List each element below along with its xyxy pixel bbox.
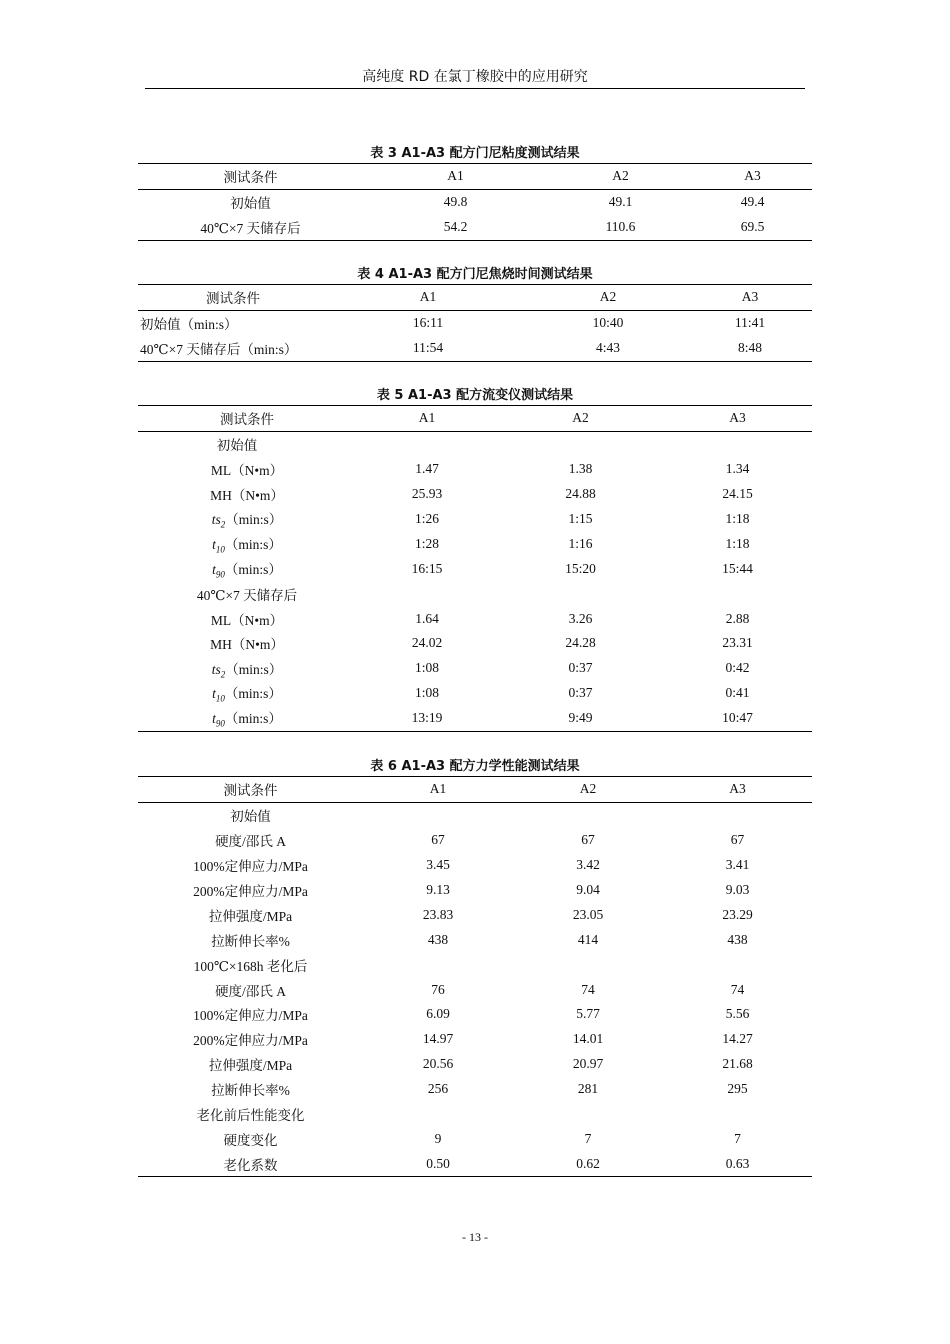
table-cell: 16:15	[411, 560, 443, 576]
table-cell: 0.63	[663, 1151, 812, 1176]
table-cell: 1:15	[568, 511, 593, 526]
table-cell: 1.47	[415, 461, 439, 477]
table-cell: 23.31	[722, 635, 753, 651]
table-cell: 14.01	[572, 1031, 604, 1047]
table-cell: 0:42	[725, 660, 750, 676]
group-label: 40℃×7 天储存后	[196, 587, 298, 603]
table-cell: 438	[427, 931, 449, 947]
param-name: t	[212, 686, 216, 702]
unit-text: （N•m）	[231, 612, 284, 628]
table-cell	[363, 952, 513, 977]
column-header: A2	[513, 777, 663, 803]
table-row	[138, 853, 812, 878]
row-label: 硬度/邵氏 A	[215, 983, 286, 999]
table-cell: 67	[730, 832, 745, 848]
row-label: 初始值	[230, 809, 271, 825]
param-label	[138, 507, 356, 532]
table-row	[138, 336, 812, 361]
table-cell: 3.26	[568, 610, 593, 626]
row-label: 拉断伸长率%	[211, 1083, 290, 1099]
param-name: ML	[210, 612, 232, 628]
table-cell: 11:54	[328, 336, 528, 361]
table-row	[138, 1077, 812, 1102]
table-cell	[513, 802, 663, 827]
unit-text: （min:s）	[224, 686, 282, 702]
table-cell: 7	[734, 1130, 741, 1146]
table-cell: 24.02	[411, 635, 443, 651]
table-row	[138, 631, 812, 656]
table-cell: 110.6	[548, 215, 693, 240]
row-label: 拉伸强度/MPa	[208, 1058, 293, 1074]
unit-text: （min:s）	[225, 512, 283, 528]
row-label: 老化前后性能变化	[196, 1108, 305, 1124]
row-label: 硬度变化	[223, 1132, 278, 1148]
table-cell: 69.5	[693, 215, 812, 240]
table-cell: 5.56	[725, 1006, 750, 1022]
table-cell: 414	[577, 931, 599, 947]
table-cell: 24.28	[565, 635, 596, 651]
table5-caption: 表 5 A1-A3 配方流变仪测试结果	[376, 388, 574, 403]
table-cell: 1:26	[414, 511, 439, 526]
table-cell: 1:18	[725, 535, 750, 551]
param-label	[138, 531, 356, 556]
table-row	[138, 531, 812, 556]
param-label	[138, 656, 356, 681]
table4	[138, 284, 812, 362]
table-cell: 49.4	[740, 194, 765, 210]
table-cell: 438	[727, 931, 748, 947]
table-cell: 0.62	[513, 1151, 663, 1176]
table-cell: 6.09	[426, 1006, 450, 1022]
table-cell: 9.13	[426, 882, 450, 897]
table-row-group	[138, 431, 812, 456]
table-row	[138, 681, 812, 706]
table-cell: 67	[431, 832, 445, 848]
table-header-row	[138, 164, 812, 190]
param-name: t	[212, 711, 216, 727]
table-cell: 74	[581, 981, 595, 997]
row-label: 硬度/邵氏 A	[215, 834, 286, 850]
table-cell: 40℃×7 天储存后	[138, 215, 363, 240]
table-row	[138, 927, 812, 952]
table-row	[138, 482, 812, 507]
table-cell: 10:47	[663, 706, 812, 731]
table-cell: 0:37	[568, 685, 593, 701]
column-header: 测试条件	[138, 164, 363, 190]
table-row	[138, 507, 812, 532]
table-cell: 15:44	[722, 560, 753, 576]
table-cell: 16:11	[412, 315, 444, 331]
table-cell: 1:16	[568, 535, 593, 551]
table-row	[138, 215, 812, 240]
table-cell: 9.03	[725, 882, 750, 897]
table-row	[138, 977, 812, 1002]
table-cell: 40℃×7 天储存后（min:s）	[138, 336, 328, 361]
param-subscript: 2	[220, 519, 226, 530]
running-header: 高纯度 RD 在氯丁橡胶中的应用研究	[145, 66, 805, 89]
row-label: 100%定伸应力/MPa	[193, 1008, 308, 1024]
table-cell: 15:20	[565, 560, 596, 576]
table-cell: 1:28	[414, 535, 439, 551]
table-cell: 76	[431, 981, 445, 997]
table-row	[138, 310, 812, 335]
param-label	[138, 631, 356, 656]
table-cell: 初始值	[230, 196, 271, 212]
table-cell: 67	[581, 832, 595, 848]
param-name: MH	[210, 488, 232, 504]
table-header-row	[138, 777, 812, 803]
table-cell: 10:40	[592, 315, 624, 331]
table-cell: 49.1	[608, 194, 633, 210]
table-cell	[363, 1102, 513, 1127]
table-cell	[663, 952, 812, 977]
unit-text: （min:s）	[224, 537, 282, 553]
table-row	[138, 606, 812, 631]
table-cell: 11:41	[734, 315, 766, 331]
table-cell: 281	[577, 1081, 599, 1097]
column-header: A2	[498, 406, 663, 432]
column-header: A1	[363, 164, 548, 190]
table-cell: 8:48	[688, 336, 812, 361]
table-row	[138, 1151, 812, 1176]
table-cell: 1.64	[415, 610, 439, 626]
param-name: ML	[210, 463, 232, 479]
row-label: 100℃×168h 老化后	[193, 958, 308, 974]
param-label	[138, 706, 356, 731]
table-cell: 14.27	[722, 1031, 753, 1047]
unit-text: （min:s）	[224, 711, 282, 727]
table-cell	[513, 952, 663, 977]
column-header: 测试条件	[138, 406, 356, 432]
param-label	[138, 457, 356, 482]
row-label: 拉断伸长率%	[211, 933, 290, 949]
table-row	[138, 1002, 812, 1027]
table-cell: 3.45	[426, 857, 450, 873]
table-row	[138, 902, 812, 927]
table-cell: 23.83	[422, 906, 454, 922]
unit-text: （min:s）	[225, 661, 283, 677]
unit-text: （N•m）	[231, 463, 284, 479]
table-cell: 24.88	[565, 486, 596, 502]
table-row-group	[138, 581, 812, 606]
table-row	[138, 828, 812, 853]
table-cell: 1.34	[725, 461, 750, 477]
row-label: 老化系数	[138, 1151, 363, 1176]
table-cell: 74	[730, 981, 745, 997]
column-header: A3	[663, 406, 812, 432]
row-label: 200%定伸应力/MPa	[193, 884, 308, 899]
table-cell: 9	[434, 1130, 442, 1146]
column-header: A3	[693, 164, 812, 190]
row-label: 拉伸强度/MPa	[208, 908, 293, 924]
table3	[138, 163, 812, 241]
table-cell: 24.15	[722, 486, 753, 502]
table-cell: 21.68	[722, 1056, 753, 1072]
table-row	[138, 457, 812, 482]
table-row	[138, 556, 812, 581]
unit-text: （N•m）	[231, 637, 284, 653]
table-cell: 5.77	[576, 1006, 600, 1022]
column-header: 测试条件	[138, 777, 363, 803]
table-cell: 256	[427, 1081, 449, 1097]
param-name: t	[212, 537, 216, 553]
table-header-row	[138, 406, 812, 432]
table-row	[138, 802, 812, 827]
table-row	[138, 656, 812, 681]
table-cell: 3.41	[725, 857, 750, 873]
table-cell: 9:49	[498, 706, 663, 731]
table-row	[138, 952, 812, 977]
table-row	[138, 1126, 812, 1151]
table-cell: 20.97	[572, 1056, 604, 1072]
table6-caption: 表 6 A1-A3 配方力学性能测试结果	[370, 759, 580, 774]
table-cell: 25.93	[411, 486, 443, 502]
table4-caption: 表 4 A1-A3 配方门尼焦烧时间测试结果	[357, 267, 593, 282]
column-header: A1	[363, 777, 513, 803]
table-row	[138, 1052, 812, 1077]
column-header: A2	[528, 285, 688, 311]
table-cell: 0:37	[568, 660, 593, 676]
row-label: 200%定伸应力/MPa	[193, 1033, 308, 1049]
unit-text: （N•m）	[231, 488, 284, 504]
table-cell: 1.38	[568, 461, 593, 477]
param-label	[138, 556, 356, 581]
table-cell: 54.2	[363, 215, 548, 240]
column-header: A1	[356, 406, 498, 432]
table-cell: 1:08	[414, 685, 439, 701]
table-header-row	[138, 285, 812, 311]
table-cell: 0:41	[725, 685, 750, 701]
row-label: 100%定伸应力/MPa	[193, 859, 308, 875]
param-subscript: 90	[215, 718, 225, 729]
param-name: t	[212, 561, 216, 577]
table-cell: 初始值（min:s）	[140, 317, 238, 333]
table-cell: 9.04	[576, 882, 600, 897]
table5	[138, 405, 812, 732]
table3-caption: 表 3 A1-A3 配方门尼粘度测试结果	[370, 146, 580, 161]
unit-text: （min:s）	[224, 561, 282, 577]
table-cell	[663, 802, 812, 827]
param-label	[138, 482, 356, 507]
page-number: - 13 -	[462, 1230, 488, 1244]
table-cell: 13:19	[356, 706, 498, 731]
param-label	[138, 681, 356, 706]
param-label	[138, 606, 356, 631]
column-header: A2	[548, 164, 693, 190]
param-subscript: 90	[215, 569, 225, 580]
table-row	[138, 1102, 812, 1127]
column-header: 测试条件	[138, 285, 328, 311]
table-cell: 7	[584, 1130, 592, 1146]
table-cell: 23.29	[722, 906, 753, 922]
table-row	[138, 878, 812, 903]
param-name: MH	[210, 637, 232, 653]
table-cell: 2.88	[725, 610, 750, 626]
param-name: ts	[211, 661, 221, 677]
table-cell: 0.50	[363, 1151, 513, 1176]
column-header: A1	[328, 285, 528, 311]
table-cell: 20.56	[422, 1056, 454, 1072]
param-name: ts	[211, 512, 221, 528]
table-cell: 295	[727, 1081, 748, 1097]
table-cell: 3.42	[576, 857, 600, 873]
table-cell: 49.8	[443, 194, 468, 210]
column-header: A3	[663, 777, 812, 803]
table-cell	[663, 1102, 812, 1127]
table-row	[138, 706, 812, 731]
table-cell	[513, 1102, 663, 1127]
column-header: A3	[688, 285, 812, 311]
table-cell: 23.05	[572, 906, 604, 922]
table-cell	[363, 802, 513, 827]
table-cell: 14.97	[422, 1031, 454, 1047]
table-cell: 1:08	[414, 660, 439, 676]
param-subscript: 10	[215, 544, 225, 555]
table-row	[138, 189, 812, 214]
param-subscript: 10	[215, 694, 225, 705]
table-cell: 1:18	[725, 511, 750, 526]
param-subscript: 2	[220, 669, 226, 680]
group-label: 初始值	[216, 438, 258, 454]
table-cell: 4:43	[528, 336, 688, 361]
table-row	[138, 1027, 812, 1052]
table6	[138, 776, 812, 1177]
